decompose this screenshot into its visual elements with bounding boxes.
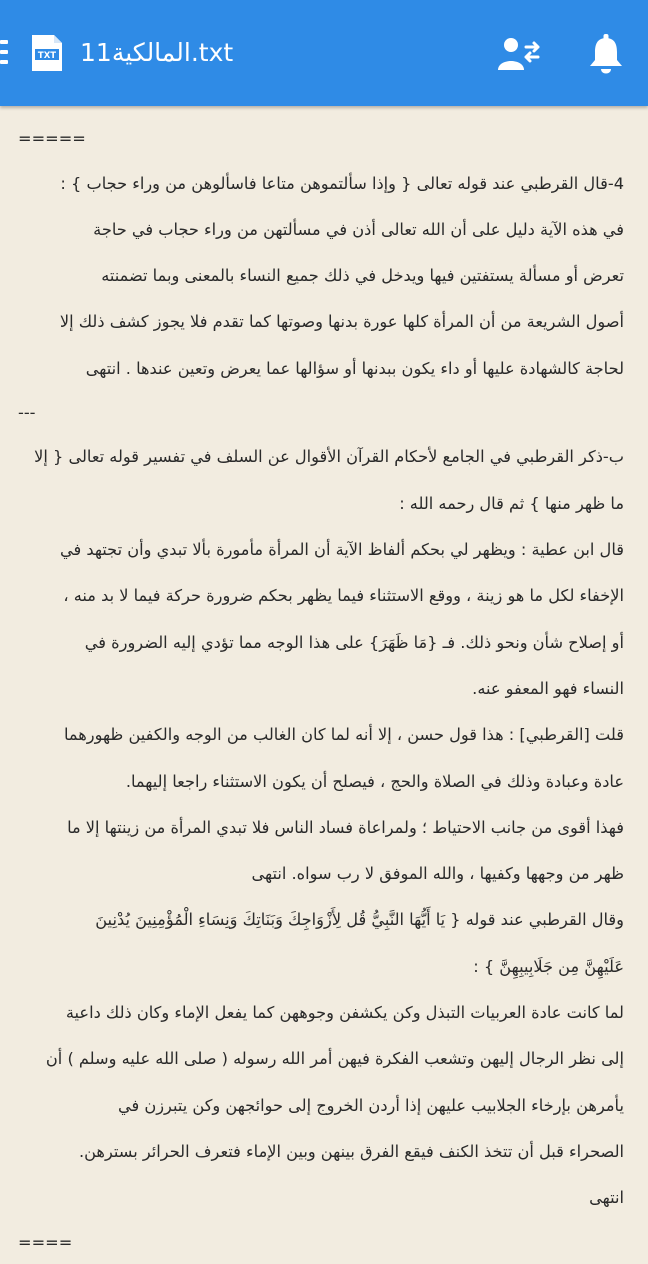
separator-line: ===== — [18, 129, 86, 148]
user-switch-icon[interactable] — [497, 36, 541, 72]
text-line: قال ابن عطية : ويظهر لي بحكم ألفاظ الآية أن المرأة مأمورة بألا تبدي وأن تجتهد في — [59, 540, 624, 560]
text-line: لحاجة كالشهادة عليها أو داء يكون ببدنها أو سؤالها عما يعرض وتعين عندها . انتهى — [85, 358, 624, 378]
text-line: ظهر من وجهها وكفيها ، والله الموفق لا رب سواه. انتهى — [251, 864, 624, 884]
text-line: الصحراء قبل أن تتخذ الكنف فيقع الفرق بينهن وبين الإماء فتعرف الحرائر بسترهن. — [78, 1141, 624, 1161]
text-line: النساء فهو المعفو عنه. — [472, 678, 624, 698]
text-line: قلت [القرطبي] : هذا قول حسن ، إلا أنه لما كان الغالب من الوجه والكفين ظهورهما — [63, 725, 624, 745]
svg-text:TXT: TXT — [37, 51, 57, 61]
bell-icon[interactable] — [587, 33, 625, 75]
app-toolbar — [0, 0, 648, 106]
text-line: ما ظهر منها } ثم قال رحمه الله : — [399, 493, 624, 513]
file-title: المالكية11.txt — [80, 38, 234, 67]
text-line: في هذه الآية دليل على أن الله تعالى أذن في مسألتهن من وراء حجاب في حاجة — [93, 219, 624, 239]
text-line: الإخفاء لكل ما هو زينة ، ووقع الاستثناء فيما يظهر بحكم ضرورة حركة فيما لا بد منه ، — [63, 586, 624, 606]
text-line: أو إصلاح شأن ونحو ذلك. فـ {مَا ظَهَرَ} على هذا الوجه مما تؤدي إليه الضرورة في — [84, 632, 624, 652]
text-line: عَلَيْهِنَّ مِن جَلَابِيبِهِنَّ } : — [473, 956, 624, 976]
menu-icon[interactable] — [0, 40, 8, 70]
text-line: انتهى — [589, 1188, 624, 1208]
text-line: وقال القرطبي عند قوله { يَا أَيُّهَا النَّبِيُّ قُل لِأَزْوَاجِكَ وَبَنَاتِكَ وَنِسَاءِ الْمُؤْمِنِينَ يُدْنِينَ — [95, 910, 624, 930]
text-line: لما كانت عادة العربيات التبذل وكن يكشفن وجوههن كما يفعل الإماء وكان ذلك داعية — [65, 1003, 624, 1023]
txt-file-icon — [30, 33, 64, 73]
text-line: ب-ذكر القرطبي في الجامع لأحكام القرآن الأقوال عن السلف في تفسير قوله تعالى { إلا — [34, 447, 624, 467]
text-line: 4-قال القرطبي عند قوله تعالى { وإذا سألتموهن متاعا فاسألوهن من وراء حجاب } : — [60, 173, 624, 193]
text-line: تعرض أو مسألة يستفتين فيها ويدخل في ذلك جميع النساء بالمعنى وبما تضمنته — [101, 266, 624, 286]
separator-line: --- — [18, 402, 36, 422]
text-line: أصول الشريعة من أن المرأة كلها عورة بدنها وصوتها كما تقدم فلا يجوز كشف ذلك إلا — [59, 312, 624, 332]
text-line: فهذا أقوى من جانب الاحتياط ؛ ولمراعاة فساد الناس فلا تبدي المرأة من زينتها إلا ما — [67, 817, 624, 837]
text-line: يأمرهن بإرخاء الجلابيب عليهن إذا أردن الخروج إلى حوائجهن وكن يتبرزن في — [117, 1095, 624, 1115]
document-text — [18, 118, 624, 1264]
separator-line: ==== — [18, 1232, 73, 1252]
text-line: عادة وعبادة وذلك في الصلاة والحج ، فيصلح أن يكون الاستثناء راجعا إليهما. — [125, 771, 624, 791]
text-line: إلى نظر الرجال إليهن وتشعب الفكرة فيهن أمر الله رسوله ( صلى الله عليه وسلم ) أن — [45, 1049, 624, 1069]
